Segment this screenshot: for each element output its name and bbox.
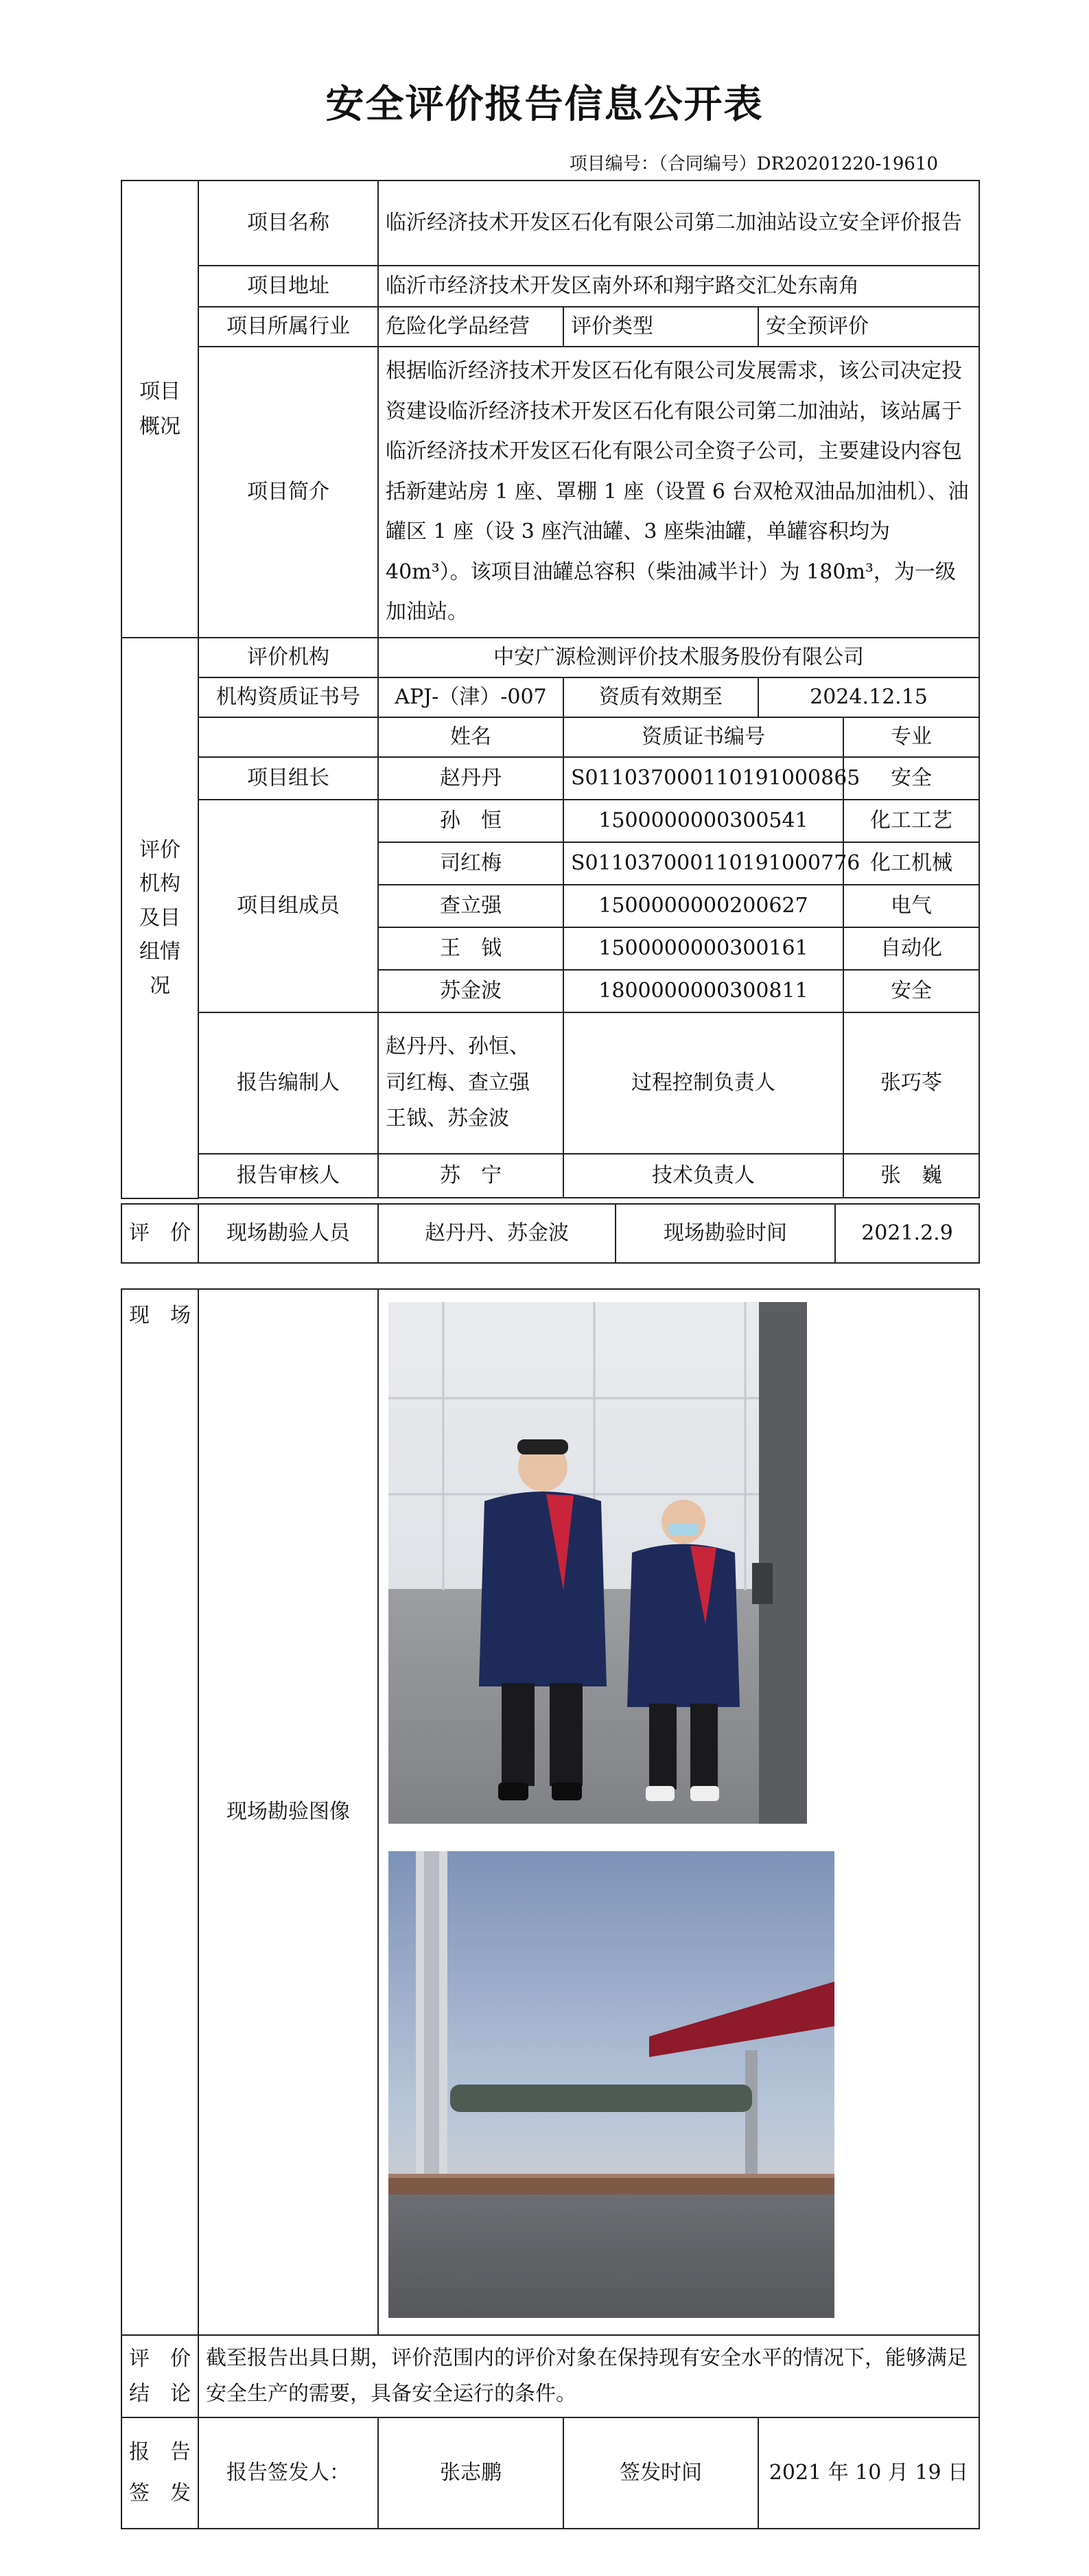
issue-time-label: 签发时间 — [563, 2417, 758, 2529]
project-name-label: 项目名称 — [198, 181, 378, 266]
page-title: 安全评价报告信息公开表 — [325, 82, 764, 127]
leader-row — [121, 757, 979, 800]
scene-images-label: 现场勘验图像 — [198, 1289, 378, 2335]
leader-cert: S011037000110191000865 — [563, 757, 843, 800]
info-table — [121, 180, 980, 1199]
member-name: 司红梅 — [378, 842, 563, 885]
member-name: 孙 恒 — [378, 800, 563, 842]
project-address-label: 项目地址 — [198, 266, 378, 307]
conclusion-section-label: 评 价 结 论 — [121, 2335, 198, 2417]
survey-photo-staff — [388, 1302, 807, 1824]
project-intro-value: 根据临沂经济技术开发区石化有限公司发展需求，该公司决定投资建设临沂经济技术开发区石化有限公司第二加油站，该站属于临沂经济技术开发区石化有限公司全资子公司，主要建设内容包括新建站房 1 座、罩棚 1 座（设置 6 台双枪双油品加油机）、油罐区 1 座（设 3 座汽油罐、3 座柴油罐，单罐容积均为 40m³）。该项目油罐总容积（柴油减半计）为 180m³，为一级加油站。 — [378, 347, 979, 638]
conclusion-value: 截至报告出具日期，评价范围内的评价对象在保持现有安全水平的情况下，能够满足安全生产的需要，具备安全运行的条件。 — [198, 2335, 979, 2417]
agency-cert-label: 机构资质证书号 — [198, 677, 378, 717]
leader-label: 项目组长 — [198, 757, 378, 800]
eval-type-label: 评价类型 — [563, 307, 758, 347]
agency-valid-label: 资质有效期至 — [563, 677, 758, 717]
overview-section-label: 项目 概况 — [121, 181, 198, 638]
reviewer-label: 报告审核人 — [198, 1154, 378, 1198]
compiler-value: 赵丹丹、孙恒、 司红梅、查立强 王钺、苏金波 — [378, 1012, 563, 1154]
survey-time-label: 现场勘验时间 — [616, 1204, 835, 1263]
member-major: 自动化 — [843, 927, 979, 970]
member-major: 电气 — [843, 885, 979, 927]
survey-staff-label: 现场勘验人员 — [198, 1204, 378, 1263]
process-control-label: 过程控制负责人 — [563, 1012, 843, 1154]
member-row — [121, 800, 979, 842]
agency-cert-value: APJ-（津）-007 — [378, 677, 563, 717]
col-name-header: 姓名 — [378, 717, 563, 757]
survey-photo-station — [388, 1851, 834, 2318]
project-name-value: 临沂经济技术开发区石化有限公司第二加油站设立安全评价报告 — [378, 181, 979, 266]
issue-time-value: 2021 年 10 月 19 日 — [758, 2417, 979, 2529]
member-major: 安全 — [843, 970, 979, 1012]
tech-lead-label: 技术负责人 — [563, 1154, 843, 1198]
member-cert: 1500000000200627 — [563, 885, 843, 927]
member-cert: S011037000110191000776 — [563, 842, 843, 885]
scene-section-label: 现 场 — [121, 1289, 198, 2335]
leader-major: 安全 — [843, 757, 979, 800]
project-address-value: 临沂市经济技术开发区南外环和翔宇路交汇处东南角 — [378, 266, 979, 307]
member-major: 化工机械 — [843, 842, 979, 885]
project-number: 项目编号：（合同编号）DR20201220-19610 — [569, 154, 938, 174]
agency-org-value: 中安广源检测评价技术服务股份有限公司 — [378, 638, 979, 677]
leader-name: 赵丹丹 — [378, 757, 563, 800]
member-major: 化工工艺 — [843, 800, 979, 842]
tech-lead-value: 张 巍 — [843, 1154, 979, 1198]
issue-signer-value: 张志鹏 — [378, 2417, 563, 2529]
blank-cell — [198, 717, 378, 757]
member-name: 查立强 — [378, 885, 563, 927]
eval-type-value: 安全预评价 — [758, 307, 979, 347]
issue-signer-label: 报告签发人： — [198, 2417, 378, 2529]
member-cert: 1800000000300811 — [563, 970, 843, 1012]
member-cert: 1500000000300161 — [563, 927, 843, 970]
project-industry-label: 项目所属行业 — [198, 307, 378, 347]
survey-table — [121, 1203, 980, 1264]
survey-section-label: 评 价 — [121, 1204, 198, 1263]
reviewer-value: 苏 宁 — [378, 1154, 563, 1198]
project-industry-value: 危险化学品经营 — [378, 307, 563, 347]
col-major-header: 专业 — [843, 717, 979, 757]
members-label: 项目组成员 — [198, 800, 378, 1012]
scene-table — [121, 1288, 980, 2529]
scene-images-cell — [378, 1289, 979, 2335]
compiler-label: 报告编制人 — [198, 1012, 378, 1154]
agency-valid-value: 2024.12.15 — [758, 677, 979, 717]
issue-section-label: 报 告 签 发 — [121, 2417, 198, 2529]
member-name: 王 钺 — [378, 927, 563, 970]
project-intro-label: 项目简介 — [198, 347, 378, 638]
agency-section-label: 评价 机构 及目 组情 况 — [121, 638, 198, 1198]
member-name: 苏金波 — [378, 970, 563, 1012]
member-cert: 1500000000300541 — [563, 800, 843, 842]
survey-staff-value: 赵丹丹、苏金波 — [378, 1204, 616, 1263]
col-cert-header: 资质证书编号 — [563, 717, 843, 757]
agency-org-label: 评价机构 — [198, 638, 378, 677]
survey-time-value: 2021.2.9 — [835, 1204, 979, 1263]
process-control-value: 张巧苓 — [843, 1012, 979, 1154]
